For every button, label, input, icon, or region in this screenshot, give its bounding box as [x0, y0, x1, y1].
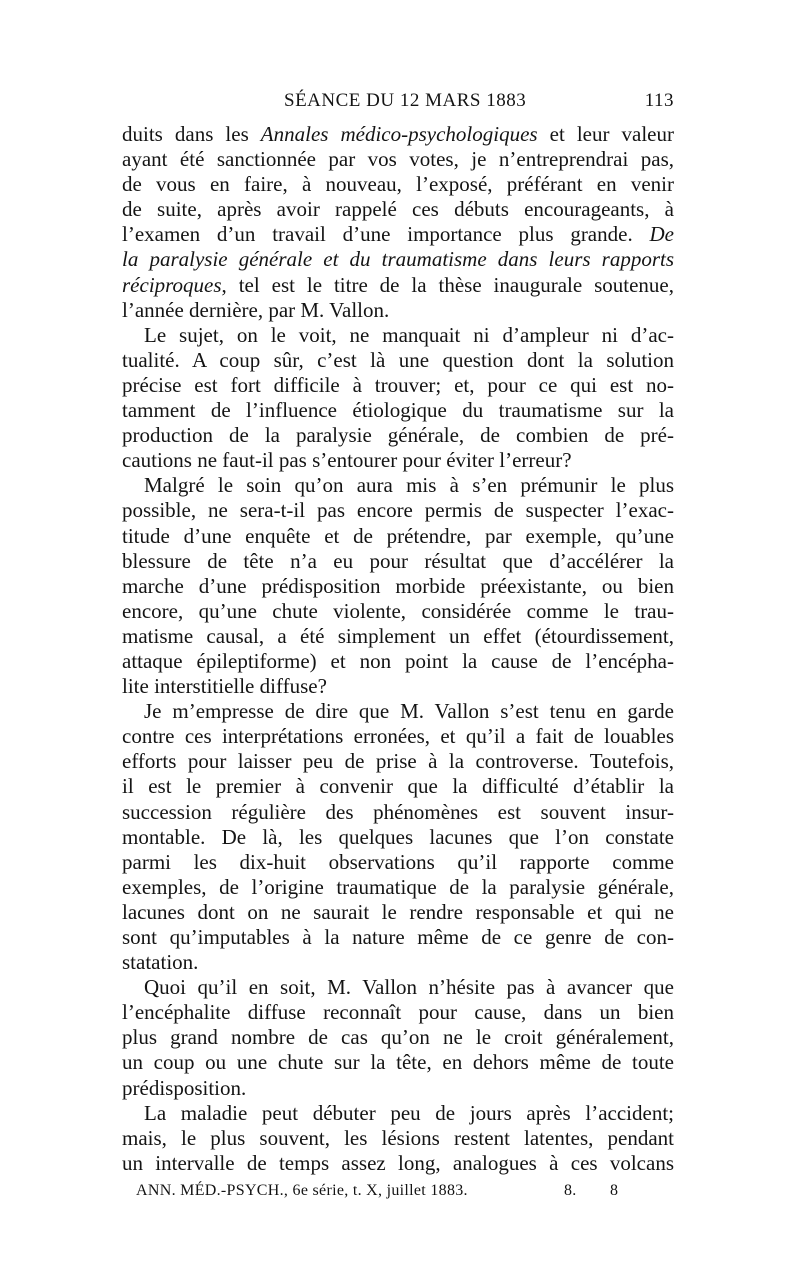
page: [122, 88, 674, 1206]
signature-mark: 8.: [564, 1181, 577, 1199]
running-title: SÉANCE DU 12 MARS 1883: [284, 90, 527, 111]
text-line: duits dans les Annales médico-psychologiques et leur valeur: [122, 122, 674, 146]
text-line: tualité. A coup sûr, c’est là une question dont la solution: [122, 347, 674, 372]
text-line: un coup ou une chute sur la tête, en dehors même de toute: [122, 1050, 674, 1075]
text-line: matisme causal, a été simplement un effet (étourdissement,: [122, 623, 674, 648]
running-header: [122, 88, 674, 122]
text-line: Je m’empresse de dire que M. Vallon s’est tenu en garde: [144, 699, 674, 724]
text-line: la paralysie générale et du traumatisme dans leurs rapports: [122, 247, 674, 272]
text-line: lite interstitielle diffuse?: [122, 674, 327, 699]
text-line: lacunes dont on ne saurait le rendre responsable et qui ne: [122, 899, 674, 924]
text-line: prédisposition.: [122, 1075, 247, 1100]
text-line: montable. De là, les quelques lacunes que l’on constate: [122, 824, 674, 849]
footer: [122, 1182, 674, 1206]
text-line: blessure de tête n’a eu pour résultat que d’accélérer la: [122, 548, 674, 573]
text-line: sont qu’imputables à la nature même de ce genre de con-: [122, 925, 674, 949]
text-line: l’année dernière, par M. Vallon.: [122, 297, 390, 322]
text-line: efforts pour laisser peu de prise à la controverse. Toutefois,: [122, 749, 674, 774]
text-line: statation.: [122, 950, 199, 975]
text-line: l’examen d’un travail d’une importance plus grande. De: [122, 222, 674, 247]
text-line: marche d’une prédisposition morbide préexistante, ou bien: [122, 573, 674, 598]
text-line: attaque épileptiforme) et non point la cause de l’encépha-: [122, 648, 674, 673]
text-line: titude d’une enquête et de prétendre, par exemple, qu’une: [122, 523, 674, 548]
text-line: Malgré le soin qu’on aura mis à s’en prémunir le plus: [144, 473, 674, 498]
text-line: cautions ne faut-il pas s’entourer pour éviter l’erreur?: [122, 448, 572, 473]
text-line: parmi les dix-huit observations qu’il rapporte comme: [122, 849, 674, 874]
text-line: succession régulière des phénomènes est souvent insur-: [122, 799, 674, 824]
text-line: précise est fort difficile à trouver; et, pour ce qui est no-: [122, 372, 674, 397]
text-line: La maladie peut débuter peu de jours après l’accident;: [144, 1100, 674, 1125]
footer-citation: ANN. MÉD.-PSYCH., 6e série, t. X, juillet 1883.: [136, 1181, 468, 1199]
text-line: contre ces interprétations erronées, et qu’il a fait de louables: [122, 724, 674, 749]
text-line: possible, ne sera-t-il pas encore permis de suspecter l’exac-: [122, 498, 674, 523]
text-line: tamment de l’influence étiologique du traumatisme sur la: [122, 398, 674, 423]
text-line: production de la paralysie générale, de combien de pré-: [122, 423, 674, 448]
text-line: l’encéphalite diffuse reconnaît pour cause, dans un bien: [122, 1000, 674, 1025]
text-line: il est le premier à convenir que la difficulté d’établir la: [122, 774, 674, 799]
text-line: exemples, de l’origine traumatique de la paralysie générale,: [122, 874, 674, 899]
text-line: plus grand nombre de cas qu’on ne le croit généralement,: [122, 1025, 674, 1050]
text-line: ayant été sanctionnée par vos votes, je n’entreprendrai pas,: [122, 147, 674, 172]
text-line: Le sujet, on le voit, ne manquait ni d’ampleur ni d’ac-: [144, 322, 674, 347]
body-text: [122, 122, 674, 1176]
text-line: de vous en faire, à nouveau, l’exposé, préférant en venir: [122, 172, 674, 197]
text-line: réciproques, tel est le titre de la thèse inaugurale soutenue,: [122, 272, 674, 297]
text-line: Quoi qu’il en soit, M. Vallon n’hésite pas à avancer que: [144, 975, 674, 1000]
text-line: encore, qu’une chute violente, considérée comme le trau-: [122, 598, 674, 623]
text-line: de suite, après avoir rappelé ces débuts encourageants, à: [122, 197, 674, 222]
page-number: 113: [644, 90, 674, 111]
text-line: un intervalle de temps assez long, analogues à ces volcans: [122, 1150, 674, 1175]
text-line: mais, le plus souvent, les lésions restent latentes, pendant: [122, 1125, 674, 1150]
signature-number: 8: [610, 1181, 619, 1199]
